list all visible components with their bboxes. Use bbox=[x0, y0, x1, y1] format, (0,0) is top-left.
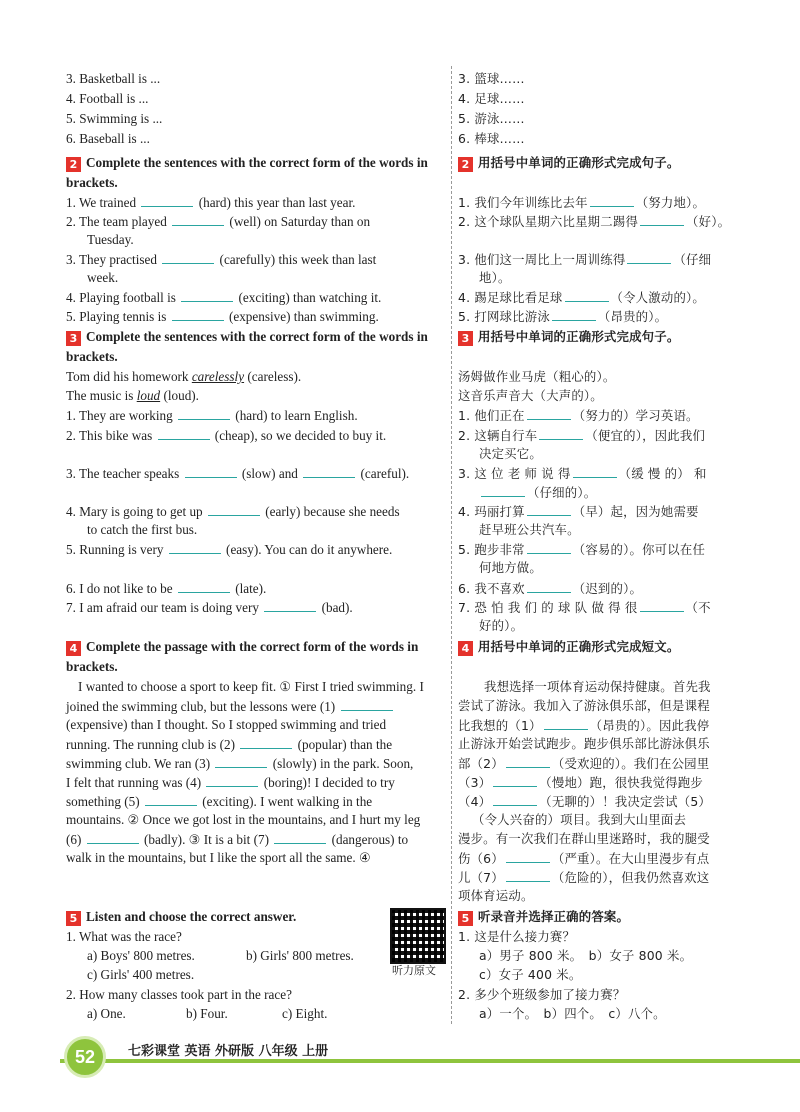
passage-line: 部（2） （受欢迎的）。我们在公园里 bbox=[458, 756, 710, 771]
exercise-line: 5. 打网球比游泳 （昂贵的）。 bbox=[458, 309, 668, 324]
question: 1. 这是什么接力赛？ bbox=[458, 929, 576, 944]
passage-line: 儿（7） （危险的），但我仍然喜欢这 bbox=[458, 870, 710, 885]
answer-blank[interactable] bbox=[162, 250, 214, 264]
passage-line: 止游泳开始尝试跑步。跑步俱乐部比游泳俱乐 bbox=[458, 736, 710, 751]
section-5-title: 5 Listen and choose the correct answer. bbox=[66, 908, 296, 926]
section-number: 4 bbox=[66, 641, 81, 656]
exercise-line: 3. They practised (carefully) this week than last bbox=[66, 252, 377, 267]
passage-line: 我想选择一项体育运动保持健康。首先我 bbox=[484, 679, 711, 694]
answer-blank[interactable] bbox=[573, 464, 617, 478]
answer-blank[interactable] bbox=[215, 754, 267, 768]
exercise-line: 2. 这辆自行车 （便宜的），因此我们 bbox=[458, 428, 706, 443]
list-item: 4. Football is ... bbox=[66, 91, 149, 106]
list-item: 6. Baseball is ... bbox=[66, 131, 150, 146]
passage-line: 尝试了游泳。我加入了游泳俱乐部，但是课程 bbox=[458, 698, 710, 713]
answer-blank[interactable] bbox=[527, 579, 571, 593]
section-2-title: 2 Complete the sentences with the correct form of the words in bbox=[66, 154, 428, 172]
exercise-line: 6. 我不喜欢 （迟到的）。 bbox=[458, 581, 643, 596]
footer-bar bbox=[60, 1059, 800, 1063]
exercise-line: 赶早班公共汽车。 bbox=[479, 522, 580, 537]
answer-blank[interactable] bbox=[141, 193, 193, 207]
answer-blank[interactable] bbox=[181, 288, 233, 302]
option-c[interactable]: c) Eight. bbox=[282, 1006, 328, 1021]
answer-blank[interactable] bbox=[544, 716, 588, 730]
exercise-line: 2. This bike was (cheap), so we decided to buy it. bbox=[66, 428, 387, 443]
passage-line: 漫步。有一次我们在群山里迷路时，我的腿受 bbox=[458, 831, 710, 846]
passage-line: (expensive) than I thought. So I stopped swimming and tried bbox=[66, 717, 387, 732]
exercise-line: 何地方做。 bbox=[479, 560, 542, 575]
exercise-line: 决定买它。 bbox=[479, 446, 542, 461]
exercise-line: 4. Mary is going to get up (early) because she needs bbox=[66, 504, 400, 519]
option-c[interactable]: c）女子 400 米。 bbox=[479, 967, 582, 982]
options[interactable]: a）男子 800 米。 b）女子 800 米。 bbox=[479, 948, 693, 963]
list-item: 6. 棒球…… bbox=[458, 131, 525, 146]
example-line: The music is loud (loud). bbox=[66, 388, 199, 403]
answer-blank[interactable] bbox=[158, 426, 210, 440]
passage-line: （3） （慢地）跑，很快我觉得跑步 bbox=[458, 775, 703, 790]
answer-blank[interactable] bbox=[206, 773, 258, 787]
passage-line: mountains. ② Once we got lost in the mountains, and I hurt my leg bbox=[66, 812, 421, 827]
exercise-line: 1. 他们正在 （努力的）学习英语。 bbox=[458, 408, 699, 423]
passage-line: walk in the mountains, but I like the sport all the same. ④ bbox=[66, 850, 371, 865]
option-c[interactable]: c) Girls' 400 metres. bbox=[87, 967, 195, 982]
answer-blank[interactable] bbox=[208, 502, 260, 516]
example-line: Tom did his homework carelessly (careless). bbox=[66, 369, 302, 384]
answer-blank[interactable] bbox=[493, 773, 537, 787]
options[interactable]: a）一个。 b）四个。 c）八个。 bbox=[479, 1006, 666, 1021]
exercise-line: Tuesday. bbox=[87, 232, 134, 247]
answer-blank[interactable] bbox=[527, 502, 571, 516]
exercise-line: 4. Playing football is (exciting) than watching it. bbox=[66, 290, 382, 305]
exercise-line: week. bbox=[87, 270, 119, 285]
answer-blank[interactable] bbox=[274, 830, 326, 844]
qr-code-icon[interactable] bbox=[390, 908, 446, 964]
passage-line: 比我想的（1） （昂贵的）。因此我停 bbox=[458, 718, 710, 733]
answer-blank[interactable] bbox=[640, 212, 684, 226]
section-number: 2 bbox=[66, 157, 81, 172]
section-5-title-cn: 5 听录音并选择正确的答案。 bbox=[458, 908, 629, 926]
answer-blank[interactable] bbox=[178, 406, 230, 420]
answer-blank[interactable] bbox=[539, 426, 583, 440]
passage-line: 项体育运动。 bbox=[458, 888, 534, 903]
passage-line: something (5) (exciting). I went walking in the bbox=[66, 794, 373, 809]
section-2-title-cn: 2 用括号中单词的正确形式完成句子。 bbox=[458, 154, 679, 172]
exercise-line: 2. The team played (well) on Saturday than on bbox=[66, 214, 371, 229]
section-3-title-cn: 3 用括号中单词的正确形式完成句子。 bbox=[458, 328, 679, 346]
list-item: 4. 足球…… bbox=[458, 91, 525, 106]
answer-blank[interactable] bbox=[527, 540, 571, 554]
exercise-line: to catch the first bus. bbox=[87, 522, 198, 537]
section-4-title-cn: 4 用括号中单词的正确形式完成短文。 bbox=[458, 638, 679, 656]
answer-blank[interactable] bbox=[552, 307, 596, 321]
answer-blank[interactable] bbox=[627, 250, 671, 264]
answer-blank[interactable] bbox=[640, 598, 684, 612]
exercise-line: 地）。 bbox=[479, 270, 511, 285]
section-number: 4 bbox=[458, 641, 473, 656]
answer-blank[interactable] bbox=[590, 193, 634, 207]
exercise-line: 1. They are working (hard) to learn English. bbox=[66, 408, 358, 423]
answer-blank[interactable] bbox=[185, 464, 237, 478]
passage-line: running. The running club is (2) (popular) than the bbox=[66, 737, 393, 752]
list-item: 3. 篮球…… bbox=[458, 71, 525, 86]
exercise-line: 4. 玛丽打算 （早）起，因为她需要 bbox=[458, 504, 699, 519]
option-b[interactable]: b) Four. bbox=[186, 1006, 228, 1021]
exercise-line: 5. 跑步非常 （容易的）。你可以在任 bbox=[458, 542, 706, 557]
question: 2. How many classes took part in the race? bbox=[66, 987, 292, 1002]
section-number: 3 bbox=[458, 331, 473, 346]
example-line: 这音乐声音大（大声的）。 bbox=[458, 388, 603, 403]
section-4-title-cont: brackets. bbox=[66, 659, 118, 674]
option-a[interactable]: a) Boys' 800 metres. bbox=[87, 948, 195, 963]
question: 2. 多少个班级参加了接力赛？ bbox=[458, 987, 626, 1002]
passage-line: （令人兴奋的）项目。我到大山里面去 bbox=[472, 812, 687, 827]
passage-line: I felt that running was (4) (boring)! I decided to try bbox=[66, 775, 395, 790]
passage-line: （4） （无聊的）！我决定尝试（5） bbox=[458, 794, 712, 809]
exercise-line: 3. The teacher speaks (slow) and (careful). bbox=[66, 466, 410, 481]
section-3-title-cont: brackets. bbox=[66, 349, 118, 364]
section-number: 3 bbox=[66, 331, 81, 346]
answer-blank[interactable] bbox=[87, 830, 139, 844]
section-number: 5 bbox=[66, 911, 81, 926]
exercise-line: 7. I am afraid our team is doing very (bad). bbox=[66, 600, 353, 615]
option-a[interactable]: a) One. bbox=[87, 1006, 126, 1021]
option-b[interactable]: b) Girls' 800 metres. bbox=[246, 948, 354, 963]
answer-blank[interactable] bbox=[240, 735, 292, 749]
section-number: 5 bbox=[458, 911, 473, 926]
answer-blank[interactable] bbox=[145, 792, 197, 806]
list-item: 5. Swimming is ... bbox=[66, 111, 163, 126]
answer-blank[interactable] bbox=[264, 598, 316, 612]
exercise-line: 5. Playing tennis is (expensive) than swimming. bbox=[66, 309, 379, 324]
exercise-line: 好的）。 bbox=[479, 618, 524, 633]
exercise-line: 6. I do not like to be (late). bbox=[66, 581, 267, 596]
page-number: 52 bbox=[64, 1036, 106, 1078]
answer-blank[interactable] bbox=[493, 792, 537, 806]
answer-blank[interactable] bbox=[172, 212, 224, 226]
passage-line: I wanted to choose a sport to keep fit. ① First I tried swimming. I bbox=[78, 679, 424, 694]
section-2-title-cont: brackets. bbox=[66, 175, 118, 190]
section-4-title: 4 Complete the passage with the correct form of the words in bbox=[66, 638, 418, 656]
qr-caption: 听力原文 bbox=[392, 964, 436, 977]
exercise-line: 1. 我们今年训练比去年 （努力地）。 bbox=[458, 195, 706, 210]
exercise-line: 4. 踢足球比看足球 （令人激动的）。 bbox=[458, 290, 706, 305]
list-item: 5. 游泳…… bbox=[458, 111, 525, 126]
passage-line: (6) (badly). ③ It is a bit (7) (dangerous) to bbox=[66, 832, 409, 847]
footer-title: 七彩课堂 英语 外研版 八年级 上册 bbox=[128, 1044, 329, 1059]
exercise-line: 1. We trained (hard) this year than last year. bbox=[66, 195, 356, 210]
answer-blank[interactable] bbox=[481, 483, 525, 497]
list-item: 3. Basketball is ... bbox=[66, 71, 161, 86]
answer-blank[interactable] bbox=[172, 307, 224, 321]
answer-blank[interactable] bbox=[565, 288, 609, 302]
answer-blank[interactable] bbox=[169, 540, 221, 554]
section-3-title: 3 Complete the sentences with the correct form of the words in bbox=[66, 328, 428, 346]
exercise-line: 3. 他们这一周比上一周训练得 （仔细 bbox=[458, 252, 712, 267]
exercise-line: 7. 恐 怕 我 们 的 球 队 做 得 很 （不 bbox=[458, 600, 711, 615]
exercise-line: 5. Running is very (easy). You can do it anywhere. bbox=[66, 542, 393, 557]
answer-blank[interactable] bbox=[506, 868, 550, 882]
passage-line: joined the swimming club, but the lessons were (1) bbox=[66, 697, 395, 716]
answer-blank[interactable] bbox=[341, 697, 393, 711]
column-divider bbox=[451, 66, 452, 1024]
answer-blank[interactable] bbox=[178, 579, 230, 593]
passage-line: 伤（6） （严重）。在大山里漫步有点 bbox=[458, 851, 710, 866]
question: 1. What was the race? bbox=[66, 929, 182, 944]
answer-blank[interactable] bbox=[527, 406, 571, 420]
passage-line: swimming club. We ran (3) (slowly) in the park. Soon, bbox=[66, 756, 414, 771]
exercise-line: （仔细的）。 bbox=[479, 483, 596, 502]
answer-blank[interactable] bbox=[506, 754, 550, 768]
exercise-line: 3. 这 位 老 师 说 得 （缓 慢 的） 和 bbox=[458, 466, 707, 481]
answer-blank[interactable] bbox=[303, 464, 355, 478]
section-number: 2 bbox=[458, 157, 473, 172]
example-line: 汤姆做作业马虎（粗心的）。 bbox=[458, 369, 616, 384]
exercise-line: 2. 这个球队星期六比星期二踢得 （好）。 bbox=[458, 214, 731, 229]
answer-blank[interactable] bbox=[506, 849, 550, 863]
